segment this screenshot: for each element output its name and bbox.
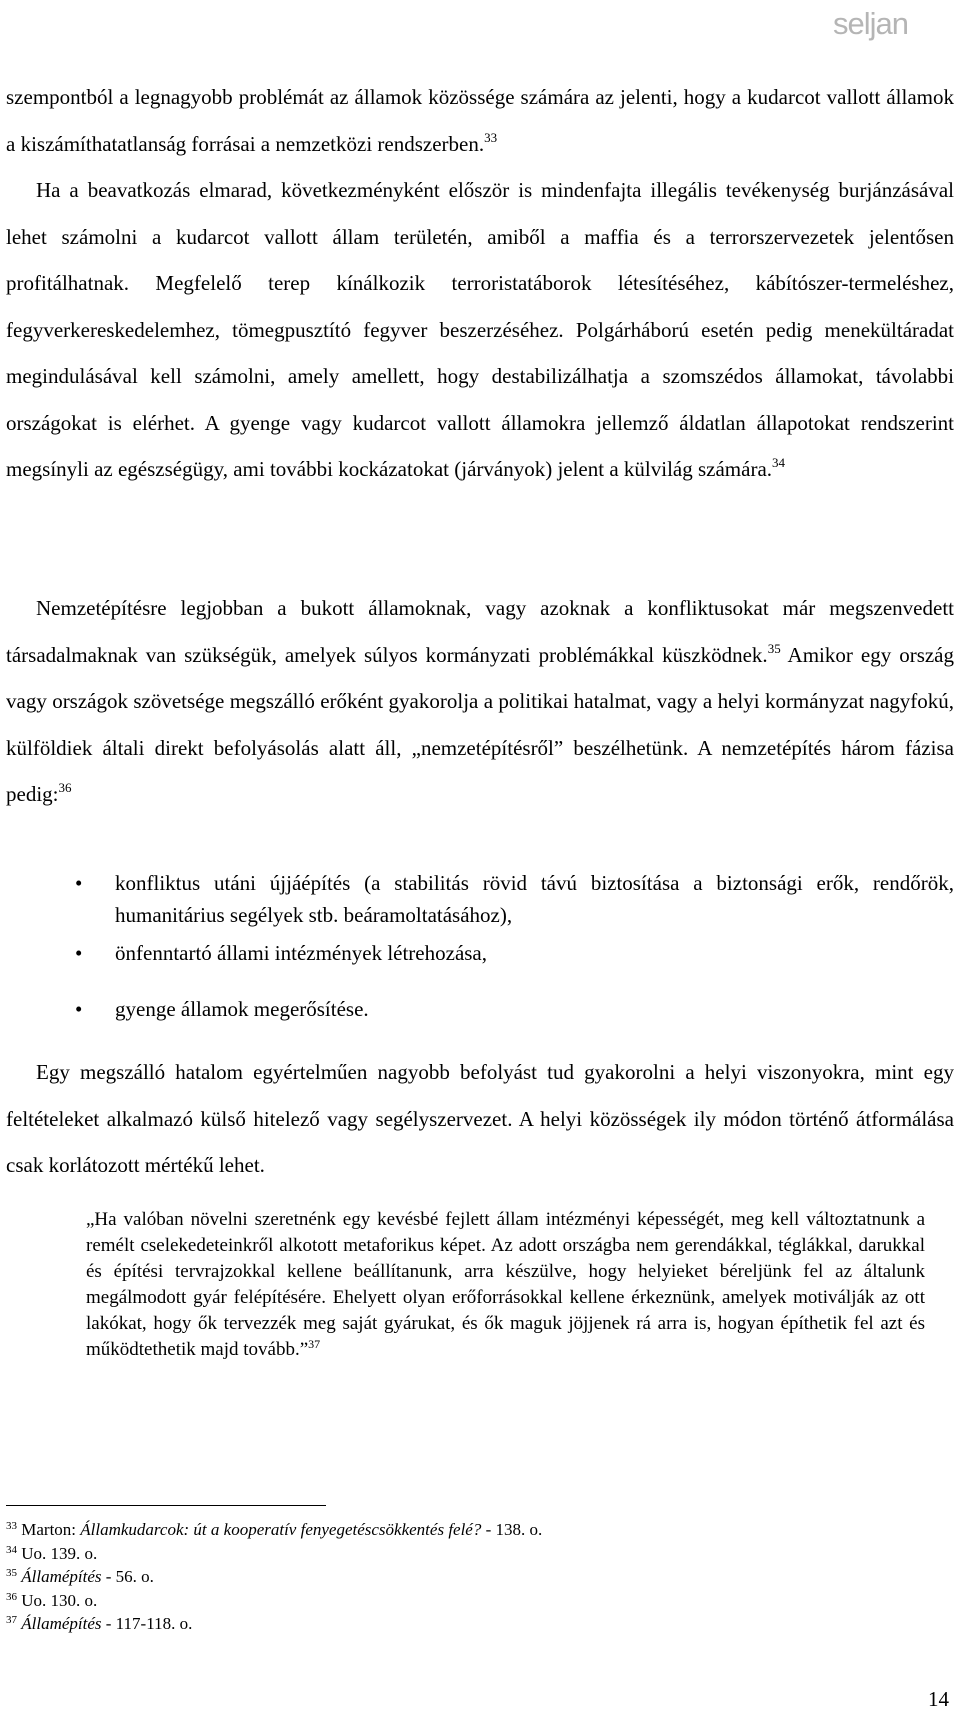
- footnote-ref-37[interactable]: 37: [308, 1337, 321, 1351]
- paragraph-1-text: szempontból a legnagyobb problémát az államok közössége számára az jelenti, hogy a kudarcot vallott államok a kiszámíthatatlanság forrásai a nemzetközi rendszerben.: [6, 85, 954, 156]
- footnote-ref-34[interactable]: 34: [772, 455, 786, 470]
- quote-text: „Ha valóban növelni szeretnénk egy kevésbé fejlett állam intézményi képességét, meg kell változtatnunk a remélt cselekedeteinkről alkotott metaforikus képet. Az adott országba nem gerendákkal, téglákkal, darukkal és építési tervrajzokkal kellene beállítanunk, arra készülve, hogy helyieket béreljünk fel az általunk megálmodott gyár felépítésére. Ehelyett olyan erőforrásokkal kellene érkeznünk, amelyek motiválják az ott lakókat, hogy ők tervezzék meg saját gyárukat, és ők maguk jöjjenek rá arra is, hogyan építhetik fel azt és működtethetik majd tovább.”: [86, 1209, 925, 1360]
- footnote-divider: [6, 1505, 326, 1506]
- list-item: • gyenge államok megerősítése.: [0, 993, 954, 1025]
- paragraph-2: [6, 167, 954, 493]
- footnote-ref-35[interactable]: 35: [767, 640, 781, 656]
- footnote-ref-36[interactable]: 36: [58, 780, 72, 795]
- paragraph-2-text: Ha a beavatkozás elmarad, következményként először is mindenfajta illegális tevékenység burjánzásával lehet számolni a kudarcot vallott állam területén, amiből a maffia és a terrorszervezetek jelentősen profitálhatnak. Megfelelő terep kínálkozik terroristatáborok létesítéséhez, kábítószer-termeléshez, fegyverkereskedelemhez, tömegpusztító fegyver beszerzéséhez. Polgárháború esetén pedig menekültáradat megindulásával kell számolni, amely amellett, hogy destabilizálhatja a szomszédos államokat, távolabbi országokat is elérhet. A gyenge vagy kudarcot vallott államokra jellemző áldatlan állapotokat rendszerint megsínyli az egészségügy, ami további kockázatokat (járványok) jelent a külvilág számára.: [6, 178, 954, 481]
- footnote-34: $^{34}$ Uo. 139. o.: [6, 1543, 98, 1563]
- block-quote: [86, 1207, 925, 1363]
- list-item: • konfliktus utáni újjáépítés (a stabilitás rövid távú biztosítása a biztonsági erők, rendőrök, humanitárius segélyek stb. beáramoltatásához),: [0, 867, 954, 937]
- publisher-logo: seljan: [833, 6, 908, 41]
- bullet-icon: •: [75, 941, 83, 965]
- footnote-33: $^{33}$ Marton: Államkudarcok: út a kooperatív fenyegetéscsökkentés felé? - 138. o.: [6, 1520, 543, 1539]
- paragraph-3: [6, 585, 954, 818]
- bullet-icon: •: [75, 871, 83, 895]
- paragraph-4-text: Egy megszálló hatalom egyértelműen nagyobb befolyást tud gyakorolni a helyi viszonyokra, mint egy feltételeket alkalmazó külső hitelező vagy segélyszervezet. A helyi közösségek ily módon történő átformálása csak korlátozott mértékű lehet.: [6, 1060, 954, 1177]
- paragraph-3b-text: Amikor egy ország vagy országok szövetsége megszálló erőként gyakorolja a politikai hatalmat, vagy a helyi kormányzat nagyfokú, külföldiek általi direkt befolyásolás alatt áll, „nemzetépítésről” beszélhetünk. A nemzetépítés három fázisa pedig:: [6, 642, 955, 806]
- footnote-ref-33[interactable]: 33: [484, 129, 498, 145]
- paragraph-3a-text: Nemzetépítésre legjobban a bukott államoknak, vagy azoknak a konfliktusokat már megszenvedett társadalmaknak van szükségük, amelyek súlyos kormányzati problémákkal küszködnek.: [6, 596, 954, 667]
- footnote-35: $^{35}$ Államépítés - 56. o.: [6, 1567, 154, 1586]
- nation-building-phases-list: [0, 867, 954, 1025]
- paragraph-4: [6, 1049, 954, 1189]
- paragraph-1: [6, 74, 954, 167]
- footnotes-list: [6, 1518, 542, 1636]
- footnote-36: $^{36}$ Uo. 130. o.: [6, 1590, 98, 1610]
- page-number: 14: [928, 1687, 949, 1711]
- list-item: • önfenntartó állami intézmények létrehozása,: [0, 937, 954, 993]
- footnote-37: $^{37}$ Államépítés - 117-118. o.: [6, 1614, 193, 1633]
- bullet-icon: •: [75, 997, 83, 1021]
